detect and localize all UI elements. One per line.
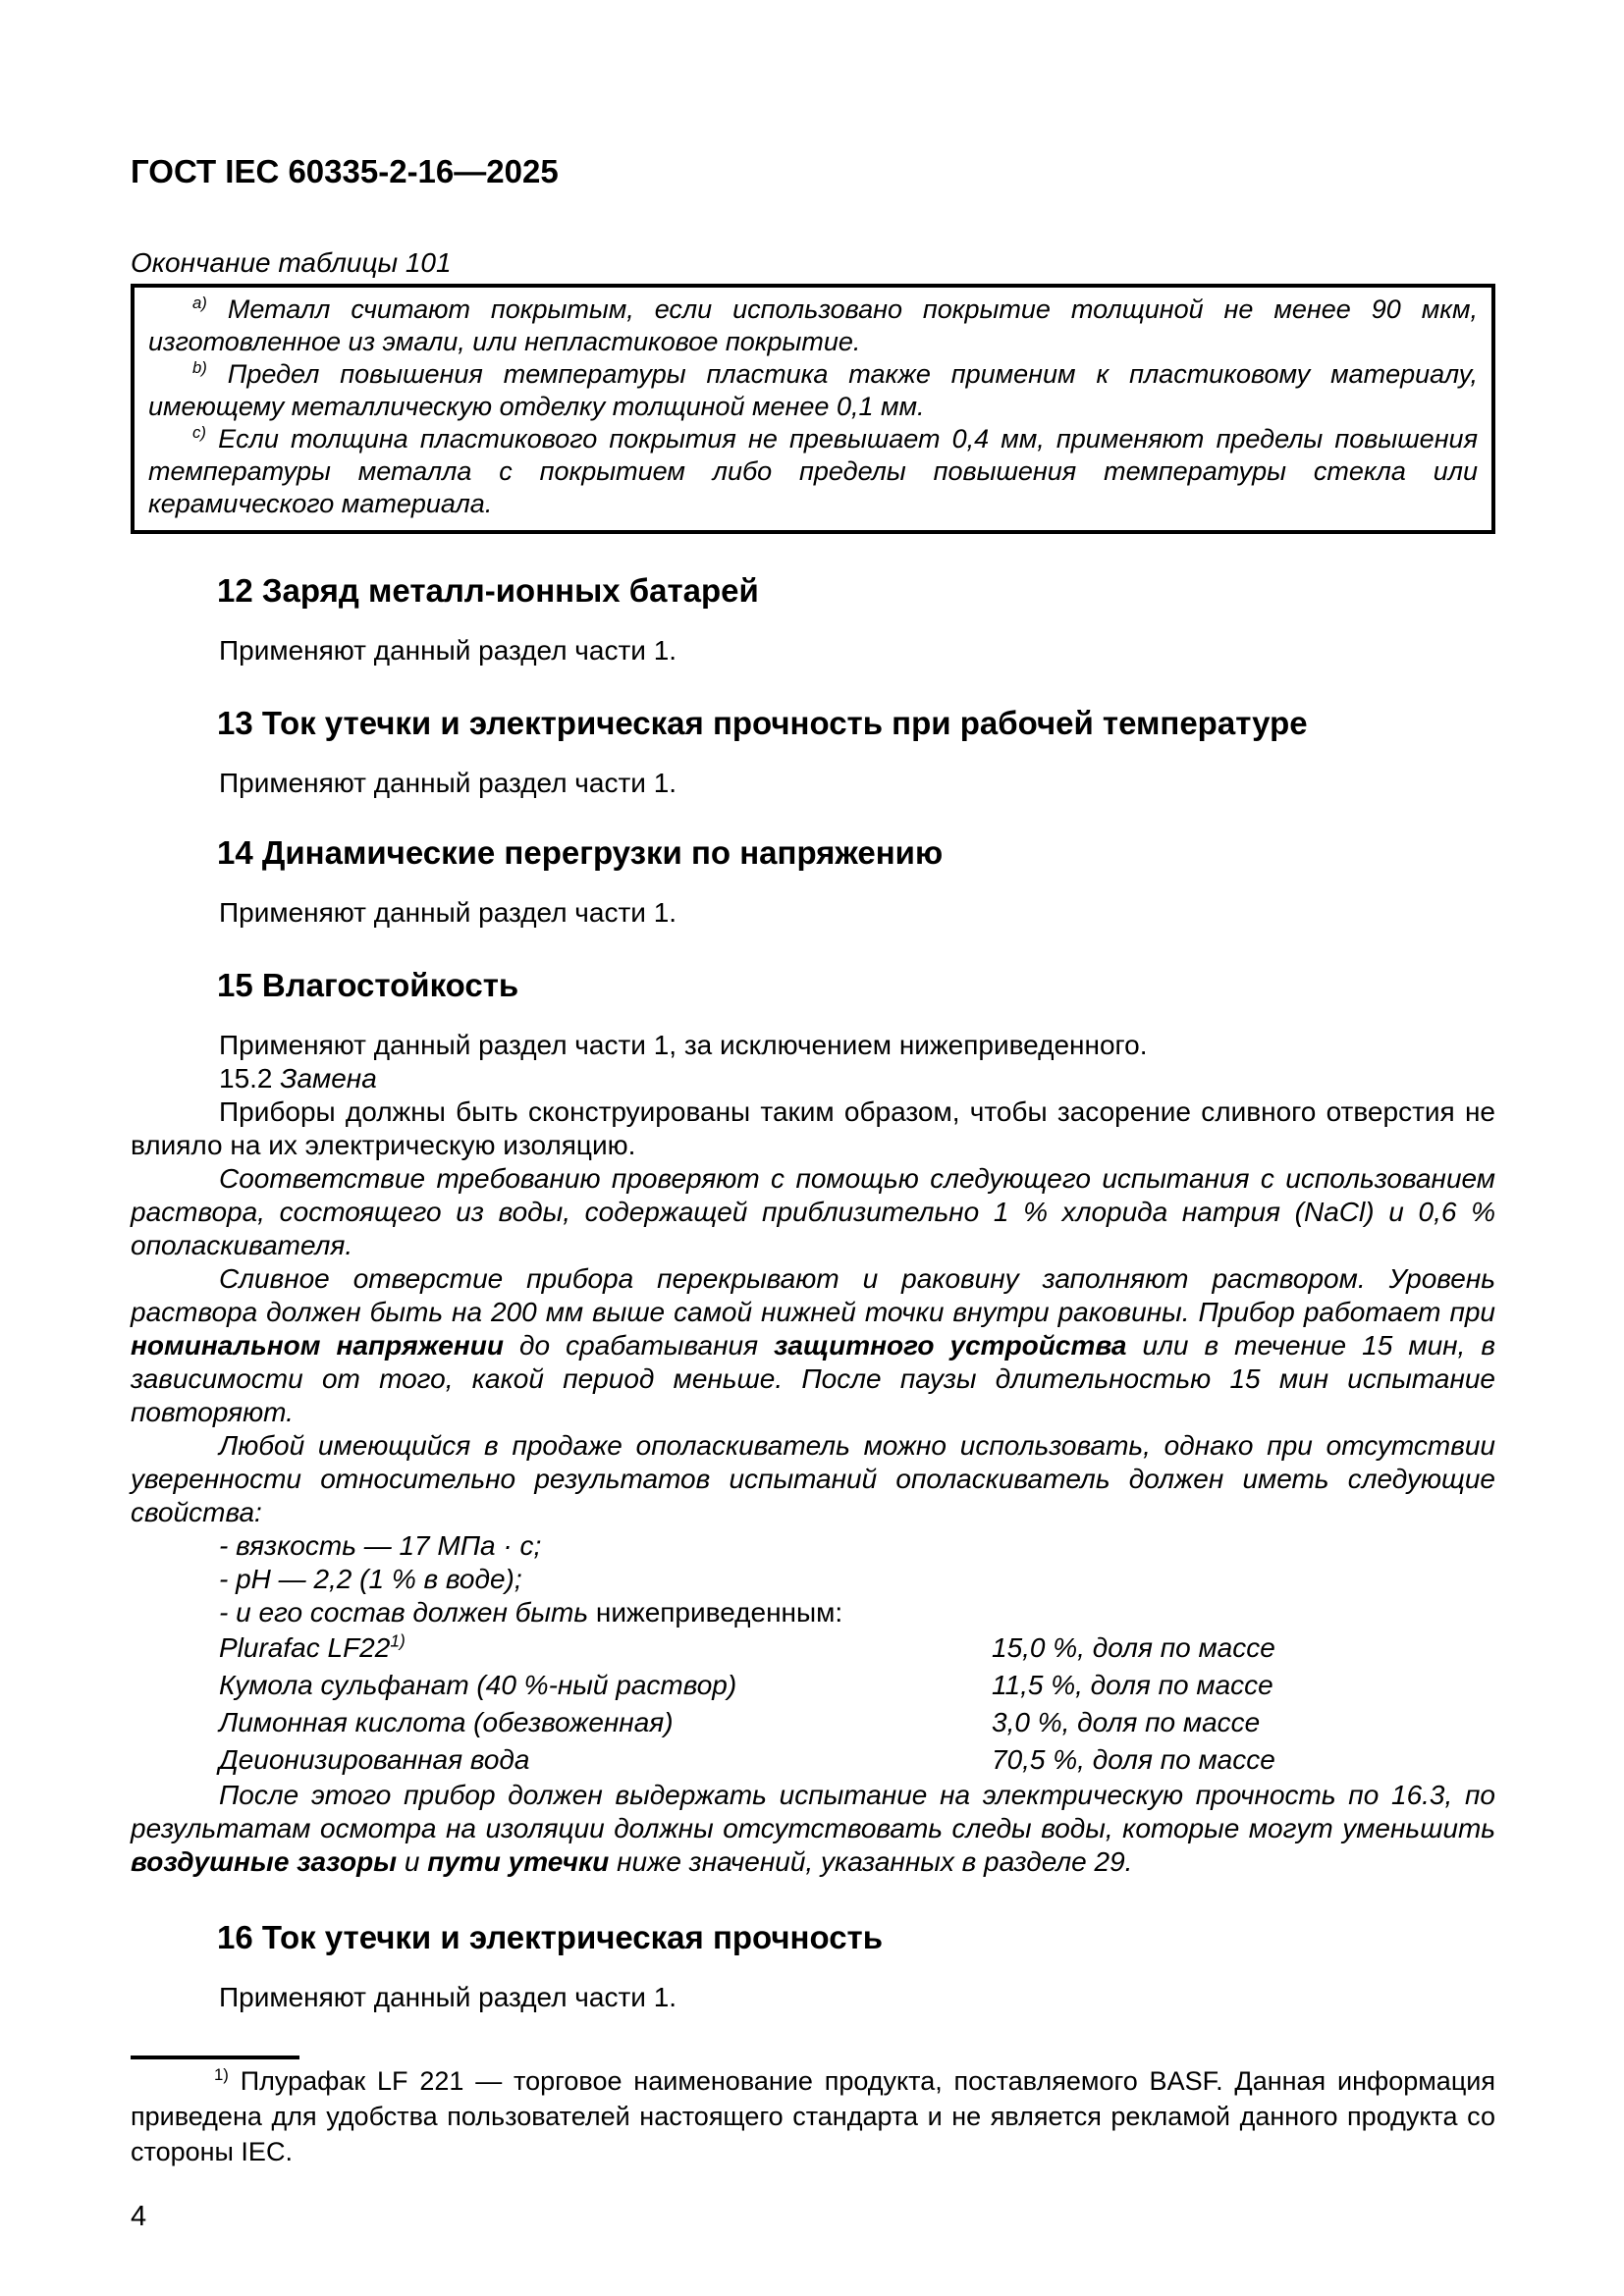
composition-value: 11,5 %, доля по массе [992, 1670, 1273, 1700]
footnote-c-text: Если толщина пластикового покрытия не превышает 0,4 мм, применяют пределы повышения температуры металла с покрытием либо пределы повышения температуры стекла или керамического материала. [148, 424, 1478, 518]
section-15-paragraph-2: Соответствие требованию проверяют с помощью следующего испытания с использованием раствора, состоящего из воды, содержащей приблизительно 1 % хлорида натрия (NaCl) и 0,6 % ополаскивателя. [131, 1163, 1495, 1260]
p5-bold-clearances: воздушные зазоры [131, 1846, 398, 1877]
section-14-body: Применяют данный раздел части 1. [219, 897, 677, 928]
li3-italic-run: - и его состав должен быть [219, 1597, 596, 1628]
p3-run-1: Сливное отверстие прибора перекрывают и раковину заполняют раствором. Уровень раствора должен быть на 200 мм выше самой нижней точки внутри раковины. Прибор работает при [131, 1263, 1495, 1327]
subsection-number: 15.2 [219, 1063, 281, 1094]
p5-run-2: и [397, 1846, 428, 1877]
section-15-paragraph-5 [131, 1779, 1495, 1879]
page-header: ГОСТ IEC 60335-2-16—2025 [131, 153, 559, 189]
footnote-b-text: Предел повышения температуры пластика также применим к пластиковому материалу, имеющему металлическую отделку толщиной менее 0,1 мм. [148, 359, 1478, 421]
subsection-title: Замена [280, 1063, 377, 1094]
section-16-heading: 16 Ток утечки и электрическая прочность [217, 1919, 883, 1955]
section-15-paragraph-3 [131, 1262, 1495, 1429]
p3-run-2: до срабатывания [503, 1330, 775, 1361]
footnote-separator-rule [131, 2056, 299, 2059]
section-12-body: Применяют данный раздел части 1. [219, 635, 677, 666]
table-footnote-a [148, 294, 1478, 358]
composition-name: Plurafac LF22 [219, 1632, 391, 1663]
section-15-heading: 15 Влагостойкость [217, 967, 519, 1003]
footnote-1-marker: 1) [214, 2065, 229, 2084]
composition-row-deionized-water [131, 1741, 1495, 1779]
footnote-a-text: Металл считают покрытым, если использовано покрытие толщиной не менее 90 мкм, изготовленное из эмали, или непластиковое покрытие. [148, 294, 1478, 356]
section-13-body: Применяют данный раздел части 1. [219, 768, 677, 798]
p3-bold-protective-device: защитного устройства [774, 1330, 1127, 1361]
footnote-c-marker: c) [192, 423, 206, 442]
table-footnotes-box [131, 284, 1495, 534]
section-14-heading: 14 Динамические перегрузки по напряжению [217, 834, 944, 871]
subsection-15-2-title [131, 1062, 1495, 1095]
page-footnote-1 [131, 2063, 1495, 2169]
property-list-item-viscosity: - вязкость — 17 МПа · с; [219, 1530, 542, 1561]
section-12-heading: 12 Заряд металл-ионных батарей [217, 572, 759, 609]
table-footnote-c [148, 423, 1478, 520]
footnote-b-marker: b) [192, 358, 207, 377]
section-15-paragraph-1: Приборы должны быть сконструированы таким образом, чтобы засорение сливного отверстия не влияло на их электрическую изоляцию. [131, 1096, 1495, 1160]
page-number: 4 [131, 2201, 147, 2232]
li3-roman-run: нижеприведенным: [595, 1597, 843, 1628]
composition-row-cumene-sulfonate [131, 1667, 1495, 1704]
footnote-1-text: Плурафак LF 221 — торговое наименование продукта, поставляемого BASF. Данная информация приведена для удобства пользователей настоящего стандарта и не является рекламой данного продукта со стороны IEC. [131, 2066, 1495, 2166]
section-15-paragraph-4: Любой имеющийся в продаже ополаскиватель можно использовать, однако при отсутствии уверенности относительно результатов испытаний ополаскиватель должен иметь следующие свойства: [131, 1430, 1495, 1527]
property-list-item-composition [131, 1596, 1495, 1629]
composition-value: 3,0 %, доля по массе [992, 1707, 1261, 1737]
composition-row-citric-acid [131, 1704, 1495, 1741]
p3-run-3: или в течение 15 мин, в зависимости от того, какой период меньше. После паузы длительностью 15 мин испытание повторяют. [131, 1330, 1495, 1427]
table-footnote-b [148, 358, 1478, 423]
section-16-body: Применяют данный раздел части 1. [219, 1982, 677, 2012]
p5-run-3: ниже значений, указанных в разделе 29. [609, 1846, 1133, 1877]
composition-name: Лимонная кислота (обезвоженная) [219, 1707, 674, 1737]
p5-run-1: После этого прибор должен выдержать испытание на электрическую прочность по 16.3, по результатам осмотра на изоляции должны отсутствовать следы воды, которые могут уменьшить [131, 1780, 1495, 1843]
composition-footnote-ref: 1) [390, 1630, 406, 1651]
page-footnote-block [131, 2056, 1495, 2169]
section-15-intro: Применяют данный раздел части 1, за исключением нижеприведенного. [219, 1030, 1148, 1060]
property-list-item-ph: - pH — 2,2 (1 % в воде); [219, 1564, 522, 1594]
table-continuation-label: Окончание таблицы 101 [131, 247, 452, 278]
composition-name: Деионизированная вода [219, 1744, 530, 1775]
composition-row-plurafac [131, 1629, 1495, 1667]
section-13-heading: 13 Ток утечки и электрическая прочность при рабочей температуре [217, 705, 1308, 741]
p3-bold-rated-voltage: номинальном напряжении [131, 1330, 504, 1361]
composition-value: 70,5 %, доля по массе [992, 1744, 1275, 1775]
composition-value: 15,0 %, доля по массе [992, 1632, 1275, 1663]
footnote-a-marker: a) [192, 294, 207, 312]
composition-name: Кумола сульфанат (40 %-ный раствор) [219, 1670, 737, 1700]
p5-bold-creepage-distances: пути утечки [427, 1846, 610, 1877]
